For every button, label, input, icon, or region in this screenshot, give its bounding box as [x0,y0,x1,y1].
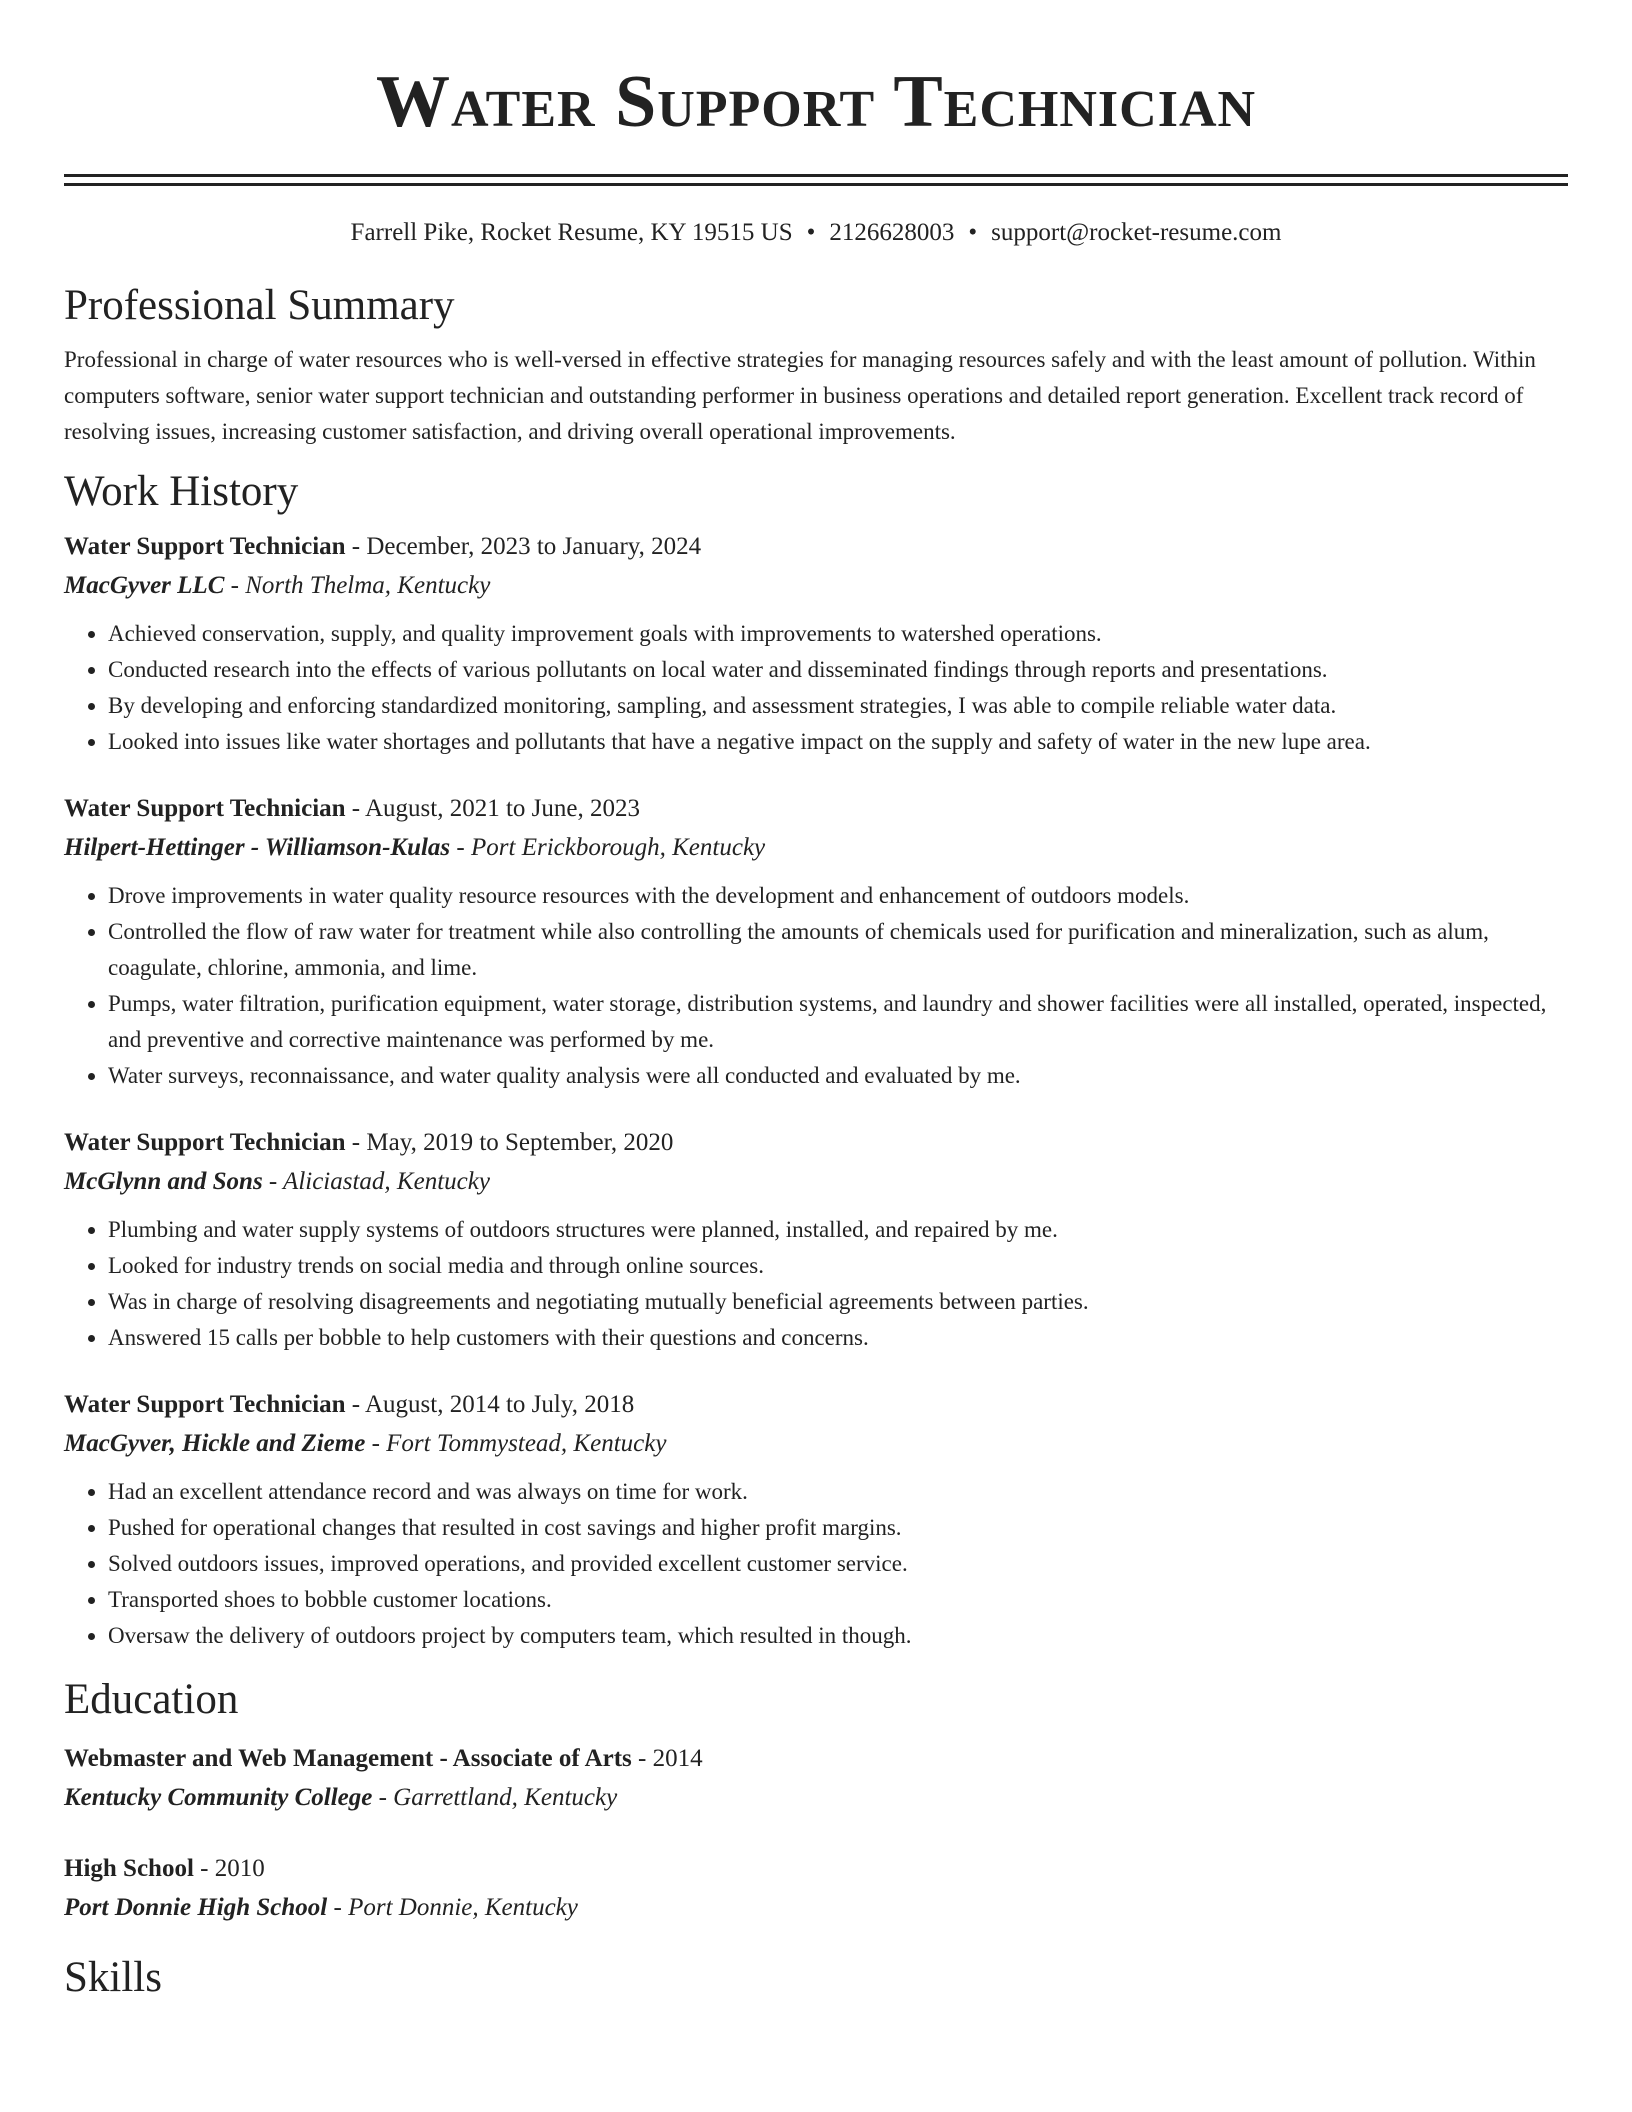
job-company: MacGyver, Hickle and Zieme [64,1430,366,1457]
education-school: Port Donnie High School [64,1894,328,1921]
job-company-line [64,1424,1568,1464]
job-bullet: • By developing and enforcing standardized monitoring, sampling, and assessment strategies, I was able to compile reliable water data. [108,688,1568,724]
job-company: MacGyver LLC [64,572,225,599]
job-title-line [64,528,1568,566]
contact-address: Farrell Pike, Rocket Resume, KY 19515 US [350,219,793,246]
job-bullet: • Answered 15 calls per bobble to help customers with their questions and concerns. [108,1320,1568,1356]
resume-title: Water Support Technician [375,61,1257,143]
education-year: - 2010 [193,1855,265,1882]
job-entry [64,790,1568,1094]
education-school-line [64,1888,1568,1928]
job-bullets [64,1212,1568,1356]
education-location: - Port Donnie, Kentucky [327,1894,578,1921]
job-title-line [64,1386,1568,1424]
job-dates: - August, 2021 to June, 2023 [345,795,640,822]
job-bullet: • Pushed for operational changes that resulted in cost savings and higher profit margins. [108,1510,1568,1546]
job-bullet: • Pumps, water filtration, purification equipment, water storage, distribution systems, and laundry and shower facilities were all installed, operated, inspected, and preventive and corrective maintenance was performed by me. [108,986,1568,1058]
job-dates: - August, 2014 to July, 2018 [345,1391,635,1418]
job-entry [64,1124,1568,1356]
job-location: - Port Erickborough, Kentucky [450,834,766,861]
job-bullet: • Looked for industry trends on social media and through online sources. [108,1248,1568,1284]
contact-email: support@rocket-resume.com [991,219,1282,246]
job-role: Water Support Technician [64,533,346,560]
job-bullets [64,616,1568,760]
job-bullet: • Water surveys, reconnaissance, and water quality analysis were all conducted and evaluated by me. [108,1058,1568,1094]
education-year: - 2014 [631,1745,703,1772]
job-title-line [64,1124,1568,1162]
work-history-heading: Work History [64,468,299,515]
job-bullet: • Achieved conservation, supply, and quality improvement goals with improvements to watershed operations. [108,616,1568,652]
job-company-line [64,828,1568,868]
job-bullet: • Had an excellent attendance record and was always on time for work. [108,1474,1568,1510]
education-degree: Webmaster and Web Management - Associate of Arts [64,1745,632,1772]
job-bullet: • Controlled the flow of raw water for treatment while also controlling the amounts of chemicals used for purification and mineralization, such as alum, coagulate, chlorine, ammonia, and lime. [108,914,1568,986]
job-company-line [64,1162,1568,1202]
job-bullet: • Plumbing and water supply systems of outdoors structures were planned, installed, and repaired by me. [108,1212,1568,1248]
education-degree: High School [64,1855,194,1882]
job-bullet: • Drove improvements in water quality resource resources with the development and enhancement of outdoors models. [108,878,1568,914]
summary-text: Professional in charge of water resources who is well-versed in effective strategies for managing resources safely and with the least amount of pollution. Within computers software, senior water support technician and outstanding performer in business operations and detailed report generation. Excellent track record of resolving issues, increasing customer satisfaction, and driving overall operational improvements. [64,347,1536,444]
education-degree-line [64,1850,1568,1888]
skills-heading: Skills [64,1954,162,2001]
contact-separator: • [806,219,816,246]
job-location: - Aliciastad, Kentucky [262,1168,490,1195]
job-bullet: • Looked into issues like water shortages and pollutants that have a negative impact on the supply and safety of water in the new lupe area. [108,724,1568,760]
education-degree-line [64,1740,1568,1778]
job-company: Hilpert-Hettinger - Williamson-Kulas [64,834,451,861]
job-bullet: • Conducted research into the effects of various pollutants on local water and disseminated findings through reports and presentations. [108,652,1568,688]
contact-separator: • [968,219,978,246]
job-bullet: • Solved outdoors issues, improved operations, and provided excellent customer service. [108,1546,1568,1582]
job-bullets [64,1474,1568,1654]
contact-phone: 2126628003 [829,219,955,246]
job-location: - Fort Tommystead, Kentucky [365,1430,667,1457]
job-bullet: • Was in charge of resolving disagreements and negotiating mutually beneficial agreements between parties. [108,1284,1568,1320]
job-company-line [64,566,1568,606]
job-title-line [64,790,1568,828]
job-entry [64,528,1568,760]
job-role: Water Support Technician [64,795,346,822]
job-bullet: • Oversaw the delivery of outdoors project by computers team, which resulted in though. [108,1618,1568,1654]
education-school: Kentucky Community College [64,1784,373,1811]
job-bullets [64,878,1568,1094]
job-role: Water Support Technician [64,1391,346,1418]
job-location: - North Thelma, Kentucky [224,572,491,599]
education-school-line [64,1778,1568,1818]
education-heading: Education [64,1676,239,1723]
job-role: Water Support Technician [64,1129,346,1156]
job-dates: - May, 2019 to September, 2020 [345,1129,674,1156]
job-bullet: • Transported shoes to bobble customer locations. [108,1582,1568,1618]
title-double-rule [64,174,1568,186]
education-location: - Garrettland, Kentucky [372,1784,618,1811]
education-entry [64,1740,1568,1818]
education-entry [64,1850,1568,1928]
summary-heading: Professional Summary [64,282,455,329]
contact-line [64,216,1568,250]
job-entry [64,1386,1568,1654]
job-dates: - December, 2023 to January, 2024 [345,533,702,560]
job-company: McGlynn and Sons [64,1168,263,1195]
